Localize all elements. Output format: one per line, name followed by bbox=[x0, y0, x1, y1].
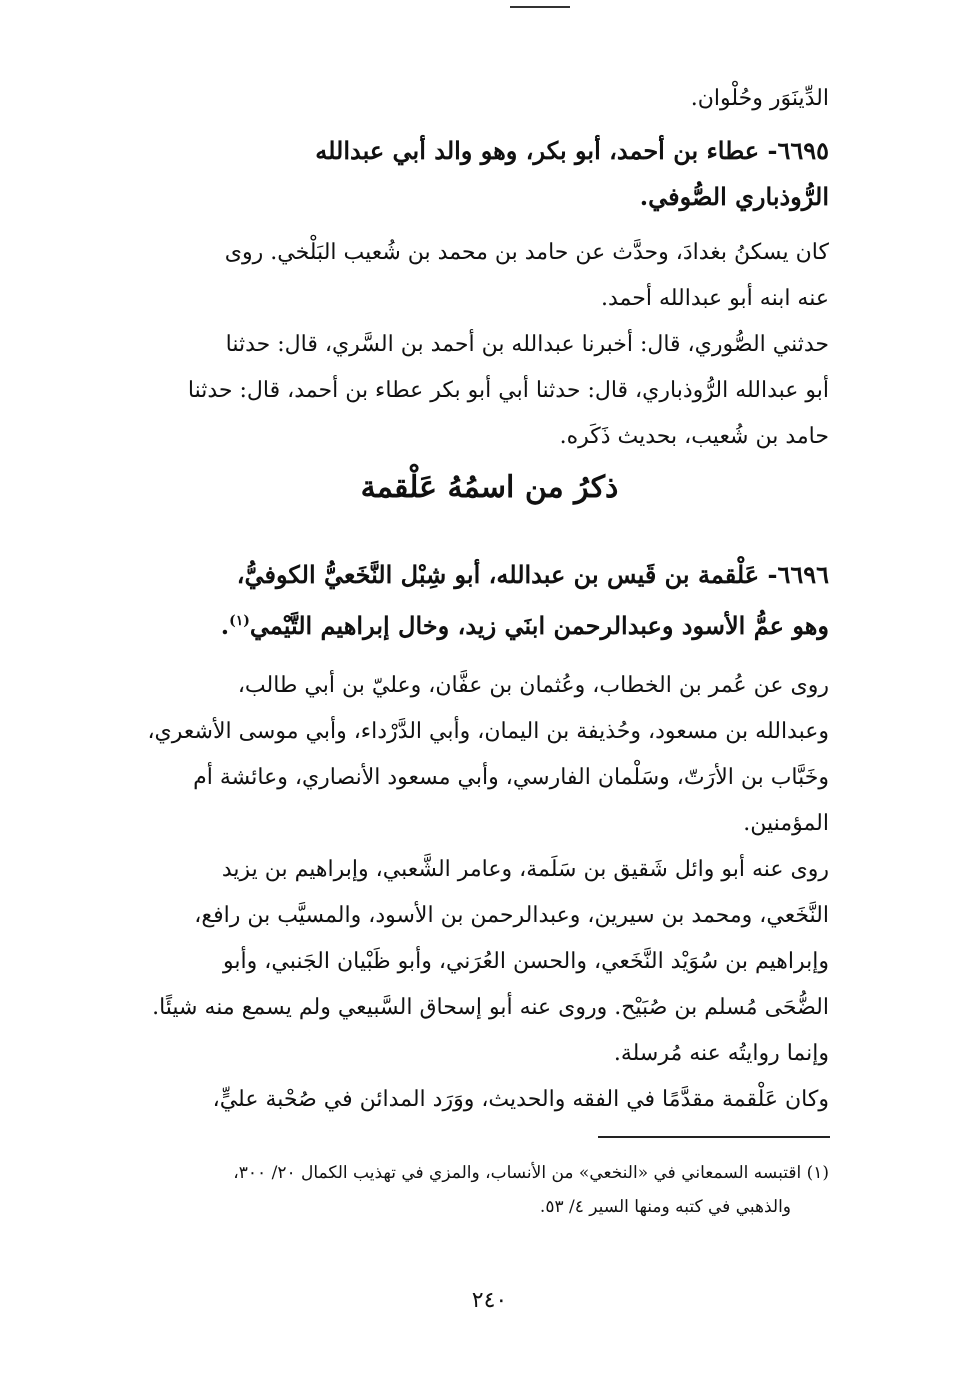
text-line: الضُّحَى مُسلم بن صُبَيْح. وروى عنه أبو إسحاق السَّبيعي ولم يسمع منه شيئًا. bbox=[152, 995, 829, 1020]
text-line: وإبراهيم بن سُوَيْد النَّخَعي، والحسن العُرَني، وأبو ظَبْيان الجَنبي، وأبو bbox=[223, 949, 829, 974]
text-line: وإنما روايتُه عنه مُرسلة. bbox=[613, 1041, 829, 1066]
text-line: وكان عَلْقمة مقدَّمًا في الفقه والحديث، ووَرَد المدائن في صُحْبة عليٍّ، bbox=[212, 1087, 829, 1112]
text-line: روى عن عُمر بن الخطاب، وعُثمان بن عفَّان، وعليّ بن أبي طالب، bbox=[237, 673, 829, 698]
text-line: أبو عبدالله الرُّوذباري، قال: حدثنا أبي أبو بكر عطاء بن أحمد، قال: حدثنا bbox=[187, 378, 829, 403]
entry-6696-title-cont bbox=[139, 598, 829, 649]
text-line: النَّخَعي، ومحمد بن سيرين، وعبدالرحمن بن الأسود، والمسيَّب بن رافع، bbox=[194, 903, 829, 928]
entry-6696-title-end: . bbox=[220, 611, 230, 640]
entry-6696-block bbox=[139, 552, 829, 1123]
section-heading: ذكرُ من اسمُهُ عَلْقمة bbox=[360, 470, 619, 505]
top-rule bbox=[510, 6, 570, 8]
footnote-line: والذهبي في كتبه ومنها السير ٤/ ٥٣. bbox=[539, 1197, 791, 1217]
page-number: ٢٤٠ bbox=[471, 1288, 508, 1313]
text-line: كان يسكنُ بغدادَ، وحدَّث عن حامد بن محمد بن شُعيب البَلْخي. روى bbox=[224, 240, 829, 265]
entry-6695-title: ٦٦٩٥- عطاء بن أحمد، أبو بكر، وهو والد أبي عبدالله bbox=[315, 136, 829, 165]
text-line: عنه ابنه أبو عبدالله أحمد. bbox=[601, 286, 829, 311]
entry-6695-title-cont: الرُّوذباري الصُّوفي. bbox=[639, 182, 829, 211]
text-line: الدِّينَوَر وحُلْوان. bbox=[690, 86, 829, 111]
entry-6696-title: ٦٦٩٦- عَلْقمة بن قَيس بن عبدالله، أبو شِبْل النَّخَعيُّ الكوفيُّ، bbox=[236, 560, 829, 589]
footnote bbox=[139, 1156, 829, 1224]
footnote-rule bbox=[598, 1136, 830, 1138]
text-line: وخَبَّاب بن الأرَتّ، وسَلْمان الفارسي، وأبي مسعود الأنصاري، وعائشة أم bbox=[193, 765, 829, 790]
text-line: وعبدالله بن مسعود، وحُذيفة بن اليمان، وأبي الدَّرْداء، وأبي موسى الأشعري، bbox=[147, 719, 829, 744]
text-line: حامد بن شُعيب، بحديث ذَكَره. bbox=[559, 424, 829, 449]
footnote-marker: (١) bbox=[229, 613, 250, 629]
text-line: حدثني الصُّوري، قال: أخبرنا عبدالله بن أحمد بن السَّري، قال: حدثنا bbox=[225, 332, 829, 357]
text-line: روى عنه أبو وائل شَقيق بن سَلَمة، وعامر الشَّعبي، وإبراهيم بن يزيد bbox=[221, 857, 829, 882]
text-line: المؤمنين. bbox=[743, 811, 829, 836]
footnote-line: (١) اقتبسه السمعاني في «النخعي» من الأنساب، والمزي في تهذيب الكمال ٢٠/ ٣٠٠، bbox=[233, 1163, 829, 1183]
entry-6695-block bbox=[139, 76, 829, 460]
entry-6696-title-text: وهو عمُّ الأسود وعبدالرحمن ابنَي زيد، وخال إبراهيم التَّيْمي bbox=[249, 611, 829, 640]
